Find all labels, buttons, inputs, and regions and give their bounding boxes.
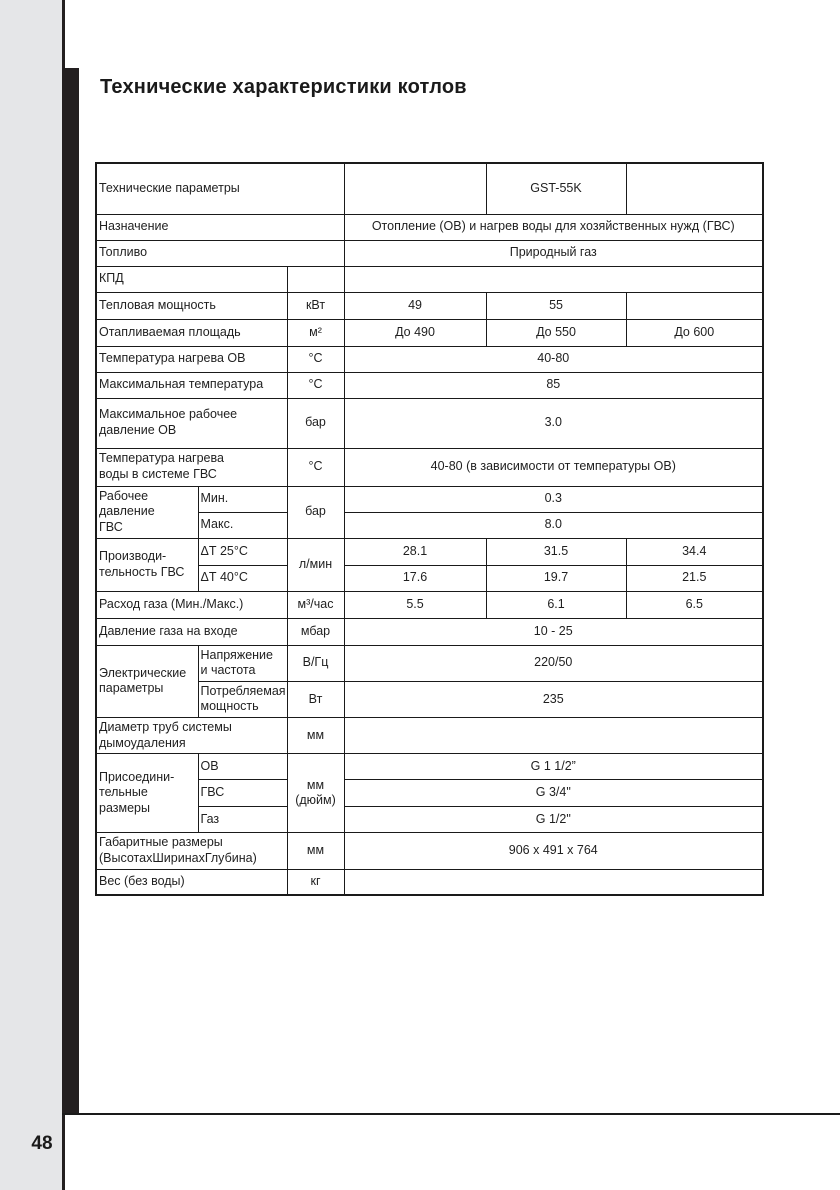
value-span-cell: Природный газ <box>344 240 763 266</box>
value-cell: 19.7 <box>486 565 626 591</box>
value-span-cell: G 3/4" <box>344 780 763 807</box>
table-row <box>96 618 763 645</box>
table-row <box>96 319 763 346</box>
model-cell-1 <box>344 163 486 214</box>
table-row <box>96 214 763 240</box>
unit-cell: бар <box>287 398 344 448</box>
value-span-cell: 220/50 <box>344 645 763 681</box>
param-label-cell: Расход газа (Мин./Макс.) <box>96 591 287 618</box>
unit-cell: мм <box>287 833 344 869</box>
unit-cell: Вт <box>287 681 344 717</box>
value-cell: 5.5 <box>344 591 486 618</box>
value-span-cell: G 1 1/2” <box>344 754 763 780</box>
unit-cell: л/мин <box>287 538 344 591</box>
unit-cell: кВт <box>287 292 344 319</box>
sub-label-cell: ГВС <box>198 780 287 807</box>
value-cell <box>626 292 763 319</box>
value-cell: До 550 <box>486 319 626 346</box>
param-label-cell: Тепловая мощность <box>96 292 287 319</box>
sub-label-cell: ΔТ 40°С <box>198 565 287 591</box>
value-span-cell: 40-80 (в зависимости от температуры ОВ) <box>344 448 763 486</box>
value-cell: 17.6 <box>344 565 486 591</box>
unit-cell: кг <box>287 869 344 895</box>
value-cell: До 600 <box>626 319 763 346</box>
value-cell: До 490 <box>344 319 486 346</box>
table-row <box>96 266 763 292</box>
table-row <box>96 869 763 895</box>
param-group-cell: Присоедини- тельные размеры <box>96 754 198 833</box>
value-cell: 28.1 <box>344 538 486 565</box>
value-span-cell: 40-80 <box>344 346 763 372</box>
table-row <box>96 645 763 681</box>
table-row <box>96 372 763 398</box>
unit-cell: бар <box>287 486 344 538</box>
unit-cell: мм <box>287 718 344 754</box>
page-number: 48 <box>31 1133 53 1154</box>
sub-label-cell: ОВ <box>198 754 287 780</box>
unit-cell: °С <box>287 448 344 486</box>
spec-table <box>95 162 764 896</box>
sub-label-cell: Газ <box>198 807 287 833</box>
accent-bar <box>63 68 79 1113</box>
param-label-cell: Назначение <box>96 214 344 240</box>
param-group-cell: Рабочее давление ГВС <box>96 486 198 538</box>
param-label-cell: Максимальное рабочее давление ОВ <box>96 398 287 448</box>
unit-cell: мбар <box>287 618 344 645</box>
param-group-cell: Электрические параметры <box>96 645 198 718</box>
sub-label-cell: Мин. <box>198 486 287 512</box>
table-row <box>96 240 763 266</box>
footer-rule <box>62 1113 840 1115</box>
param-label-cell: Габаритные размеры (ВысотаxШиринаxГлубина) <box>96 833 287 869</box>
value-cell: 49 <box>344 292 486 319</box>
param-label-cell: Диаметр труб системы дымоудаления <box>96 718 287 754</box>
model-cell-3 <box>626 163 763 214</box>
sub-label-cell: ΔТ 25°С <box>198 538 287 565</box>
table-row <box>96 398 763 448</box>
table-row <box>96 754 763 780</box>
value-span-cell: Отопление (ОВ) и нагрев воды для хозяйственных нужд (ГВС) <box>344 214 763 240</box>
unit-cell: °С <box>287 372 344 398</box>
value-cell: 21.5 <box>626 565 763 591</box>
value-span-cell <box>344 266 763 292</box>
page-title: Технические характеристики котлов <box>100 76 467 98</box>
value-cell: 6.1 <box>486 591 626 618</box>
value-cell: 6.5 <box>626 591 763 618</box>
table-row <box>96 346 763 372</box>
table-row <box>96 718 763 754</box>
value-span-cell: 906 x 491 x 764 <box>344 833 763 869</box>
unit-cell: мм (дюйм) <box>287 754 344 833</box>
unit-cell: м² <box>287 319 344 346</box>
param-header-cell: Технические параметры <box>96 163 344 214</box>
value-span-cell: 10 - 25 <box>344 618 763 645</box>
model-cell-2: GST-55K <box>486 163 626 214</box>
value-span-cell: 3.0 <box>344 398 763 448</box>
value-cell: 34.4 <box>626 538 763 565</box>
value-span-cell: G 1/2" <box>344 807 763 833</box>
unit-cell: °С <box>287 346 344 372</box>
param-label-cell: Температура нагрева воды в системе ГВС <box>96 448 287 486</box>
param-label-cell: Топливо <box>96 240 344 266</box>
param-group-cell: Производи- тельность ГВС <box>96 538 198 591</box>
param-label-cell: КПД <box>96 266 287 292</box>
table-row <box>96 538 763 565</box>
value-cell: 31.5 <box>486 538 626 565</box>
value-span-cell: 8.0 <box>344 512 763 538</box>
unit-cell <box>287 266 344 292</box>
param-label-cell: Максимальная температура <box>96 372 287 398</box>
value-span-cell: 235 <box>344 681 763 717</box>
value-span-cell <box>344 869 763 895</box>
table-row <box>96 833 763 869</box>
param-label-cell: Отапливаемая площадь <box>96 319 287 346</box>
unit-cell: м³/час <box>287 591 344 618</box>
table-row <box>96 486 763 512</box>
left-margin-sidebar <box>0 0 62 1190</box>
table-row <box>96 448 763 486</box>
sub-label-cell: Потребляемая мощность <box>198 681 287 717</box>
unit-cell: В/Гц <box>287 645 344 681</box>
table-row-header <box>96 163 763 214</box>
param-label-cell: Вес (без воды) <box>96 869 287 895</box>
table-row <box>96 292 763 319</box>
param-label-cell: Температура нагрева ОВ <box>96 346 287 372</box>
value-span-cell <box>344 718 763 754</box>
value-span-cell: 0.3 <box>344 486 763 512</box>
param-label-cell: Давление газа на входе <box>96 618 287 645</box>
value-span-cell: 85 <box>344 372 763 398</box>
value-cell: 55 <box>486 292 626 319</box>
sub-label-cell: Макс. <box>198 512 287 538</box>
sub-label-cell: Напряжение и частота <box>198 645 287 681</box>
table-row <box>96 591 763 618</box>
